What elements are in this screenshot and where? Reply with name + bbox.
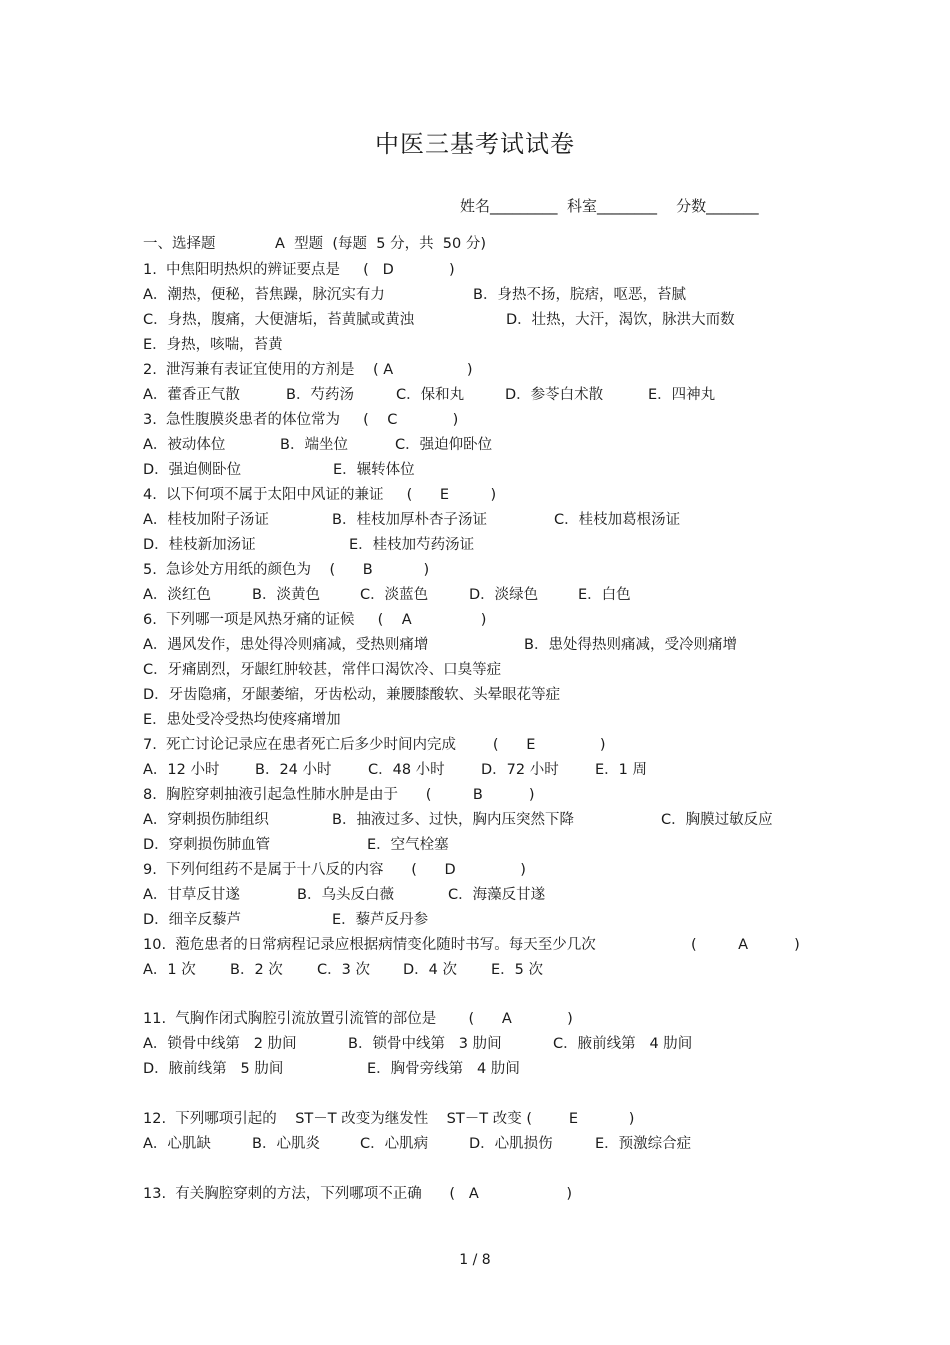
- option-text: E．患处受冷受热均使疼痛增加: [143, 712, 341, 728]
- option-text: A．穿刺损伤肺组织: [143, 812, 269, 828]
- option-text: C．心肌病: [360, 1136, 429, 1152]
- option-text: A．藿香正气散: [143, 387, 240, 403]
- option-text: A．桂枝加附子汤证: [143, 512, 269, 528]
- option-text: A．淡红色: [143, 587, 211, 603]
- line-text: 10. 萢危患者的日常病程记录应根据病情变化随时书写。每天至少几次: [143, 937, 596, 953]
- line-text: 7. 死亡讨论记录应在患者死亡后多少时间内完成 ( E ): [143, 737, 606, 753]
- line-text: 一、选择题: [143, 236, 216, 252]
- option-text: A．心肌缺: [143, 1136, 211, 1152]
- option-text: D．腋前线第 5 肋间: [143, 1061, 284, 1077]
- line-text: 5. 急诊处方用纸的颜色为 ( B ): [143, 562, 430, 578]
- line-text: 12. 下列哪项引起的 ST－T 改变为继发性 ST－T 改变 ( E ): [143, 1111, 635, 1127]
- page-number: 1 / 8: [459, 1252, 491, 1268]
- option-text: E．藜芦反丹参: [332, 912, 429, 928]
- option-text: D．72 小时: [481, 762, 559, 778]
- line-text: 1. 中焦阳明热炽的辨证要点是 ( D ): [143, 262, 455, 278]
- option-text: B．锁骨中线第 3 肋间: [348, 1036, 502, 1052]
- option-text: A．锁骨中线第 2 肋间: [143, 1036, 297, 1052]
- option-text: C．强迫仰卧位: [395, 437, 493, 453]
- option-text: A．潮热，便秘，苔焦躁，脉沉实有力: [143, 287, 385, 303]
- option-text: C．48 小时: [368, 762, 445, 778]
- option-text: E．1 周: [595, 762, 647, 778]
- option-text: C．桂枝加葛根汤证: [554, 512, 681, 528]
- option-text: E．桂枝加芍药汤证: [349, 537, 475, 553]
- option-text: B．24 小时: [255, 762, 332, 778]
- option-text: C．淡蓝色: [360, 587, 429, 603]
- line-text: 11. 气胸作闭式胸腔引流放置引流管的部位是 ( A ): [143, 1011, 573, 1027]
- option-text: D．心肌损伤: [469, 1136, 553, 1152]
- option-text: D．穿刺损伤肺血管: [143, 837, 271, 853]
- option-text: B．抽液过多、过快，胸内压突然下降: [332, 812, 574, 828]
- line-text: 8. 胸腔穿刺抽液引起急性肺水肿是由于 ( B ): [143, 787, 535, 803]
- option-text: B．桂枝加厚朴杏子汤证: [332, 512, 487, 528]
- line-text: 2. 泄泻兼有表证宜使用的方剂是 ( A ): [143, 362, 473, 378]
- option-text: B．芍药汤: [286, 387, 354, 403]
- line-text: 6. 下列哪一项是风热牙痛的证候 ( A ): [143, 612, 487, 628]
- option-text: E．预激综合症: [595, 1136, 692, 1152]
- option-text: A．1 次: [143, 962, 196, 978]
- option-text: ( A ): [691, 937, 800, 953]
- line-text: 9. 下列何组药不是属于十八反的内容 ( D ): [143, 862, 526, 878]
- student-info-line: 姓名_________ 科室________ 分数_______: [460, 197, 759, 215]
- option-text: D．强迫侧卧位: [143, 462, 242, 478]
- option-text: E．四神丸: [648, 387, 716, 403]
- option-text: C．3 次: [317, 962, 370, 978]
- option-text: D．参苓白术散: [505, 387, 604, 403]
- option-text: D．淡绿色: [469, 587, 539, 603]
- option-text: C．身热，腹痛，大便溏垢，苔黄腻或黄浊: [143, 312, 415, 328]
- line-text: 3. 急性腹膜炎患者的体位常为 ( C ): [143, 412, 459, 428]
- option-text: E．空气栓塞: [367, 837, 449, 853]
- option-text: B．心肌炎: [252, 1136, 320, 1152]
- line-text: 4. 以下何项不属于太阳中风证的兼证 ( E ): [143, 487, 497, 503]
- option-text: A 型题 (每题 5 分，共 50 分): [275, 236, 486, 252]
- option-text: D．细辛反藜芦: [143, 912, 242, 928]
- option-text: C．海藻反甘遂: [448, 887, 546, 903]
- option-text: E．5 次: [491, 962, 543, 978]
- option-text: B．淡黄色: [252, 587, 320, 603]
- option-text: E．白色: [578, 587, 631, 603]
- option-text: D．牙齿隐痛，牙龈萎缩，牙齿松动，兼腰膝酸软、头晕眼花等症: [143, 687, 561, 703]
- option-text: B．乌头反白薇: [297, 887, 394, 903]
- option-text: D．桂枝新加汤证: [143, 537, 256, 553]
- option-text: D．4 次: [403, 962, 457, 978]
- option-text: B．2 次: [230, 962, 283, 978]
- option-text: A．12 小时: [143, 762, 220, 778]
- option-text: C．保和丸: [396, 387, 465, 403]
- option-text: C．胸膜过敏反应: [661, 812, 773, 828]
- option-text: E．身热，咳喘，苔黄: [143, 337, 283, 353]
- option-text: A．甘草反甘遂: [143, 887, 240, 903]
- option-text: B．患处得热则痛减，受冷则痛增: [524, 637, 737, 653]
- option-text: E．胸骨旁线第 4 肋间: [367, 1061, 520, 1077]
- option-text: E．辗转体位: [333, 462, 415, 478]
- option-text: B．端坐位: [280, 437, 348, 453]
- line-text: 13. 有关胸腔穿刺的方法，下列哪项不正确 ( A ): [143, 1186, 573, 1202]
- option-text: A．被动体位: [143, 437, 226, 453]
- exam-title: 中医三基考试试卷: [375, 130, 575, 158]
- option-text: C．腋前线第 4 肋间: [553, 1036, 693, 1052]
- option-text: C．牙痛剧烈，牙龈红肿较甚，常伴口渴饮冷、口臭等症: [143, 662, 502, 678]
- option-text: D．壮热，大汗，渴饮，脉洪大而数: [506, 312, 735, 328]
- option-text: A．遇风发作，患处得冷则痛减，受热则痛增: [143, 637, 429, 653]
- option-text: B．身热不扬，脘痞，呕恶，苔腻: [473, 287, 686, 303]
